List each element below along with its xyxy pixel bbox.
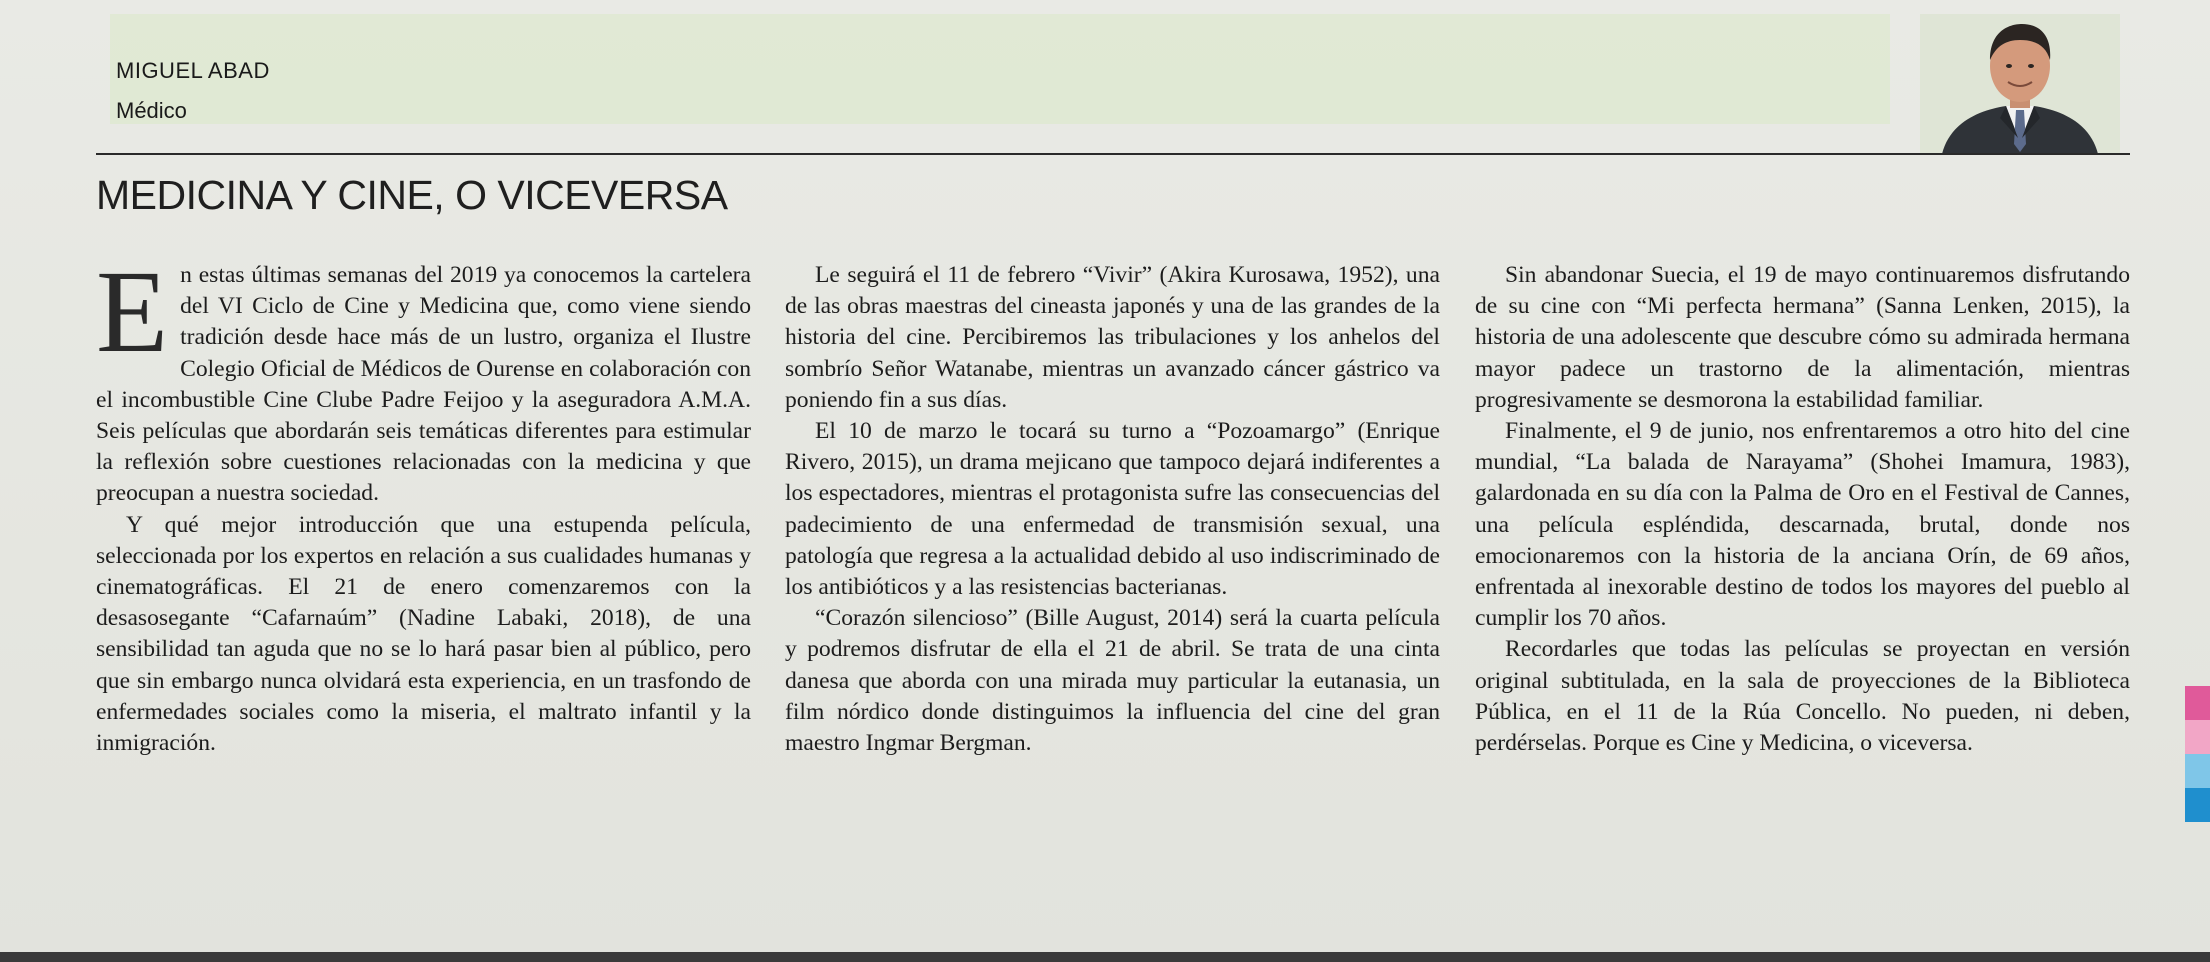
drop-cap: E	[96, 246, 169, 377]
article-title: MEDICINA Y CINE, O VICEVERSA	[96, 172, 728, 218]
author-portrait-icon	[1920, 14, 2120, 154]
registration-mark	[2185, 754, 2210, 788]
paragraph-text: n estas últimas semanas del 2019 ya conocemos la cartelera del VI Ciclo de Cine y Medicina que, como viene siendo tradición desde hace más de un lustro, organiza el Ilustre Colegio Oficial de Médicos de Ourense en colaboración con el incombustible Cine Clube Padre Feijoo y la aseguradora A.M.A. Seis películas que abordarán seis temáticas diferentes para estimular la reflexión sobre cuestiones relacionadas con la medicina y que preocupan a nuestra sociedad.	[96, 262, 751, 507]
author-role: Médico	[116, 98, 187, 123]
article-column-2	[785, 260, 1440, 759]
registration-mark	[2185, 720, 2210, 754]
article-paragraph	[96, 246, 751, 510]
article-paragraph: Recordarles que todas las películas se proyectan en versión original subtitulada, en la sala de proyecciones de la Biblioteca Pública, en el 11 de la Rúa Concello. No pueden, ni deben, perdérselas. Porque es Cine y Medicina, o viceversa.	[1475, 636, 2130, 757]
scan-bottom-edge	[0, 952, 2210, 962]
registration-mark	[2185, 788, 2210, 822]
registration-mark	[2185, 686, 2210, 720]
article-paragraph: Sin abandonar Suecia, el 19 de mayo continuaremos disfrutando de su cine con “Mi perfecta hermana” (Sanna Lenken, 2015), la historia de una adolescente que descubre cómo su admirada hermana mayor padece un trastorno de la alimentación, mientras progresivamente se desmorona la estabilidad familiar.	[1475, 262, 2130, 413]
article-paragraph: El 10 de marzo le tocará su turno a “Pozoamargo” (Enrique Rivero, 2015), un drama mejicano que tampoco dejará indiferentes a los espectadores, mientras el protagonista sufre las consecuencias del padecimiento de una enfermedad de transmisión sexual, una patología que regresa a la actualidad debido al uso indiscriminado de los antibióticos y a las resistencias bacterianas.	[785, 418, 1440, 601]
header-background-band	[110, 14, 1890, 124]
article-paragraph: Y qué mejor introducción que una estupenda película, seleccionada por los expertos en relación a sus cualidades humanas y cinematográficas. El 21 de enero comenzaremos con la desasosegante “Cafarnaúm” (Nadine Labaki, 2018), de una sensibilidad tan aguda que no se lo hará pasar bien al público, pero que sin embargo nunca olvidará esta experiencia, en un trasfondo de enfermedades sociales como la miseria, el maltrato infantil y la inmigración.	[96, 511, 751, 757]
author-name: MIGUEL ABAD	[116, 58, 270, 83]
article-paragraph: Le seguirá el 11 de febrero “Vivir” (Akira Kurosawa, 1952), una de las obras maestras del cineasta japonés y una de las grandes de la historia del cine. Percibiremos las tribulaciones y los anhelos del sombrío Señor Watanabe, mientras un avanzado cáncer gástrico va poniendo fin a sus días.	[785, 262, 1440, 413]
article-paragraph: Finalmente, el 9 de junio, nos enfrentaremos a otro hito del cine mundial, “La balada de Narayama” (Shohei Imamura, 1983), galardonada en su día con la Palma de Oro en el Festival de Cannes, una película espléndida, descarnada, brutal, donde nos emocionaremos con la historia de la anciana Orín, de 69 años, enfrentada al inexorable destino de todos los mayores del pueblo al cumplir los 70 años.	[1475, 418, 2130, 632]
article-column-1	[96, 246, 751, 759]
header-divider	[96, 153, 2130, 155]
article-paragraph: “Corazón silencioso” (Bille August, 2014) será la cuarta película y podremos disfrutar de ella el 21 de abril. Se trata de una cinta danesa que aborda con una mirada muy particular la eutanasia, un film nórdico donde distinguimos la influencia del cine del gran maestro Ingmar Bergman.	[785, 605, 1440, 757]
article-column-3	[1475, 260, 2130, 759]
